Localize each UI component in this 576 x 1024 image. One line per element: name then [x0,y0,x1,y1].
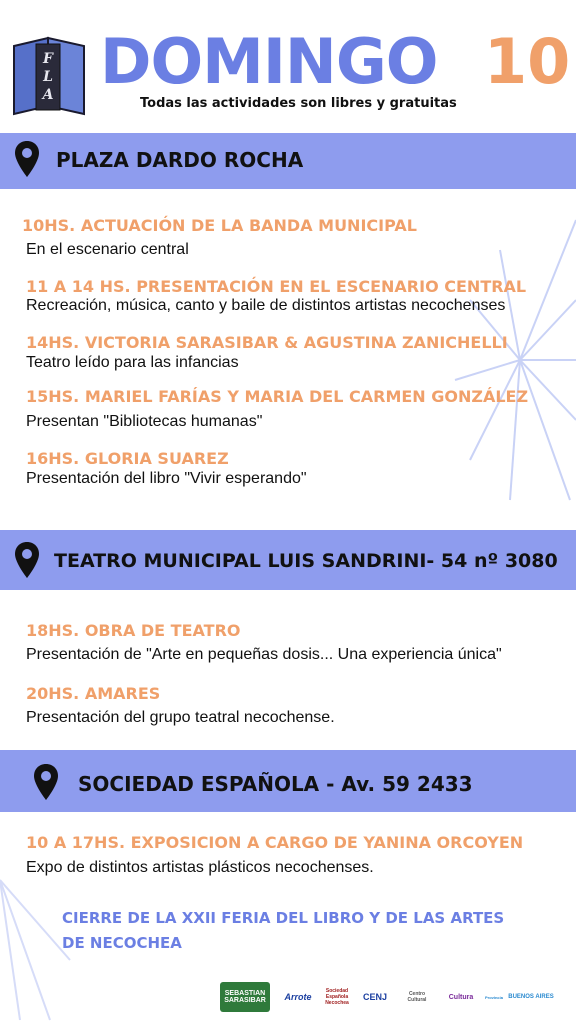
event-title: 10HS. ACTUACIÓN DE LA BANDA MUNICIPAL [22,216,417,235]
event-desc: Recreación, música, canto y baile de distintos artistas necochenses [26,297,506,314]
logo-letters: FLA [42,51,54,103]
closing-line-2: DE NECOCHEA [62,934,182,952]
location-pin-icon [33,763,59,801]
location-title-3: SOCIEDAD ESPAÑOLA - Av. 59 2433 [78,772,473,796]
sponsor-logo: SEBASTIAN SARASIBAR [220,982,270,1012]
sponsor-logo: Centro Cultural [407,991,427,1003]
sponsor-logo: Arrote [284,992,312,1002]
event-desc: Presentación del grupo teatral necochense. [26,709,335,726]
event-title: 20HS. AMARES [26,684,161,703]
event-desc: Expo de distintos artistas plásticos necochenses. [26,859,374,876]
sponsor-logo: BUENOS AIRES [508,994,554,1000]
page-title: DOMINGO [100,25,438,98]
book-logo [10,36,88,118]
event-title: 15HS. MARIEL FARÍAS Y MARIA DEL CARMEN GONZÁLEZ [26,387,529,406]
subtitle: Todas las actividades son libres y gratuitas [140,96,457,111]
location-title-2: TEATRO MUNICIPAL LUIS SANDRINI- 54 nº 3080 [54,550,558,572]
event-desc: Teatro leído para las infancias [26,354,239,371]
closing-text [62,906,542,956]
location-pin-icon [14,140,40,178]
page-title-number: 10 [484,25,571,98]
location-title-1: PLAZA DARDO ROCHA [56,148,304,172]
sponsor-logo: CENJ [362,992,387,1002]
event-desc: Presentan "Bibliotecas humanas" [26,413,263,430]
sponsor-logo: Cultura [448,993,474,1001]
event-title: 14HS. VICTORIA SARASIBAR & AGUSTINA ZANICHELLI [26,333,508,352]
closing-line-1: CIERRE DE LA XXII FERIA DEL LIBRO Y DE LAS ARTES [62,909,505,927]
event-desc: En el escenario central [26,241,189,258]
sponsor-logo: Sociedad Española Necochea [325,988,349,1006]
sponsor-logo: Provincia [484,994,503,1000]
event-desc: Presentación del libro "Vivir esperando" [26,470,307,487]
event-title: 16HS. GLORIA SUAREZ [26,449,229,468]
event-title: 11 A 14 HS. PRESENTACIÓN EN EL ESCENARIO CENTRAL [26,277,527,296]
location-pin-icon [14,541,40,579]
event-title: 18HS. OBRA DE TEATRO [26,621,241,640]
event-title: 10 A 17HS. EXPOSICION A CARGO DE YANINA ORCOYEN [26,833,524,852]
event-desc: Presentación de "Arte en pequeñas dosis... Una experiencia única" [26,646,502,663]
